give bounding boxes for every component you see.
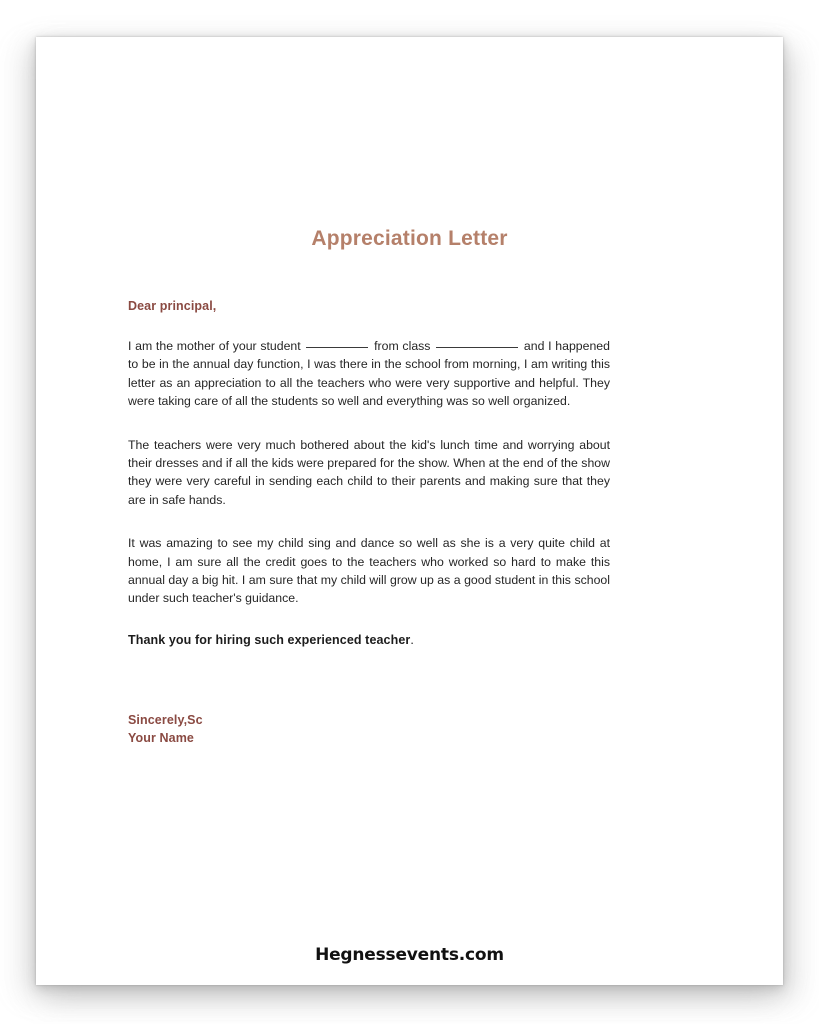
paragraph-1-segment-text-3: and I happened to be in the annual day function, I was there in the school from morning, I am writing this letter as an appreciation to all the teachers who were very supportive and helpful. They were taking care of all the students so well and everything was so well organized. [128, 339, 610, 409]
closing-thanks-text: Thank you for hiring such experienced teacher [128, 632, 411, 647]
closing-thanks-period: . [410, 632, 414, 647]
paragraph-3: It was amazing to see my child sing and dance so well as she is a very quite child at home, I am sure all the credit goes to the teachers who worked so hard to make this annual day a big hit. I am sure that my child will grow up as a good student in this school under such teacher's guidance. [128, 536, 610, 606]
paragraph-2: The teachers were very much bothered about the kid's lunch time and worrying about their dresses and if all the kids were prepared for the show. When at the end of the show they were very careful in sending each child to their parents and making sure that they are in safe hands. [128, 437, 610, 507]
letter-body [128, 299, 610, 647]
paragraph-1-segment-text-2: from class [370, 339, 435, 353]
signature-line-1: Sincerely,Sc [128, 713, 203, 727]
fill-in-blank-class[interactable] [436, 347, 518, 348]
fill-in-blank-student[interactable] [306, 347, 368, 348]
page-title: Appreciation Letter [311, 227, 508, 250]
paragraph-1 [128, 337, 610, 411]
signature-block [128, 711, 203, 747]
footer-brand: Hegnessevents.com [315, 945, 504, 965]
paragraph-1-segment-text-1: I am the mother of your student [128, 339, 305, 353]
salutation: Dear principal, [128, 299, 217, 313]
letter-page [36, 37, 783, 985]
closing-thanks-line [128, 633, 610, 647]
signature-line-2: Your Name [128, 731, 194, 745]
